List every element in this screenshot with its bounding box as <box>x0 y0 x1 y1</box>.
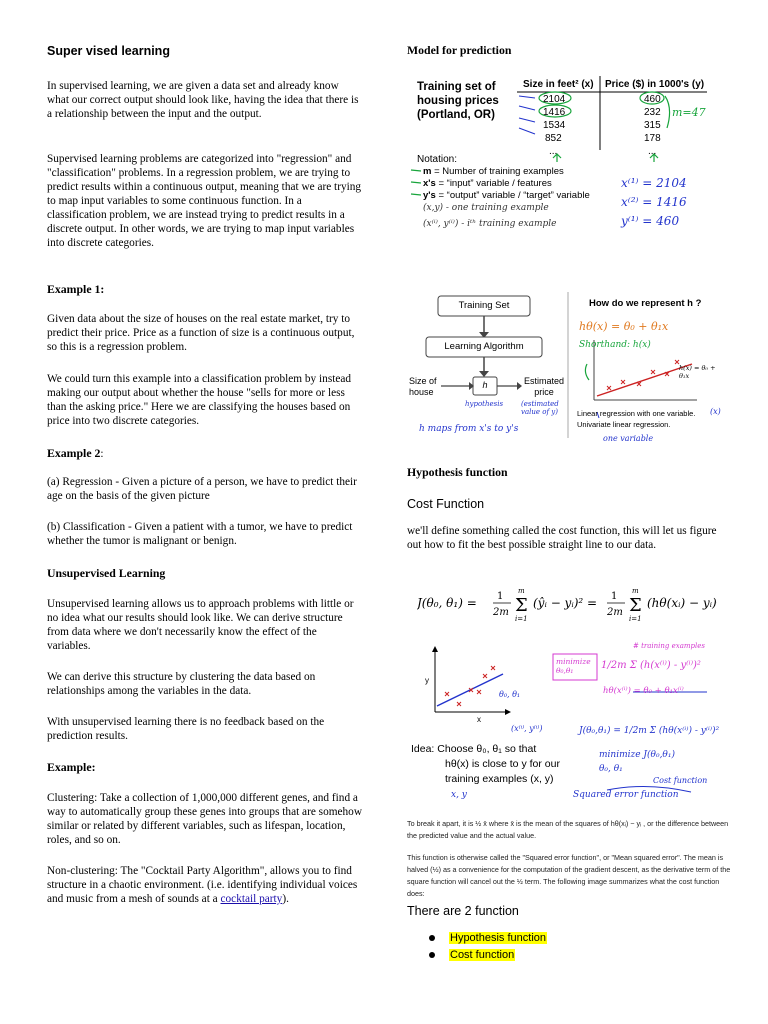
bullet-cost-label: Cost function <box>450 949 515 961</box>
fig1-price-1: 232 <box>644 107 661 118</box>
fig1-size-1: 1416 <box>543 107 566 118</box>
fig1-price-values <box>644 93 661 158</box>
paragraph-clustering: Clustering: Take a collection of 1,000,000 different genes, and find a way to automatically group these genes into groups that are somehow similar or related by different variables, such as lifespan, location, roles, and so on. <box>47 792 362 846</box>
paragraph-regression-classification: Supervised learning problems are categorized into "regression" and "classification" problems. In a regression problem, we are trying to predict results within a continuous output, meaning that we are trying to map input variables to some continuous function. In a classification problem, we are instead trying to predict results in a discrete output. In other words, we are trying to map input variables into discrete categories. <box>47 153 362 249</box>
fig1-notation-m <box>423 166 590 178</box>
fig1-n3-bold: y's <box>423 190 436 201</box>
fig1-caption-line-2: housing prices <box>417 95 499 107</box>
fig3-hw-minimize-j: minimize J(θ₀,θ₁) <box>599 750 675 760</box>
bullet-hypothesis-label: Hypothesis function <box>450 932 546 944</box>
fig1-price-4: ... <box>648 146 657 157</box>
bullet-cost-function <box>429 949 515 961</box>
svg-text:1: 1 <box>497 591 504 602</box>
fig3-hw-theta2: θ₀, θ₁ <box>599 764 623 774</box>
fig3-hw-xy-small: x, y <box>451 790 467 800</box>
fig1-size-2: 1534 <box>543 120 566 131</box>
svg-text:2m: 2m <box>493 607 509 618</box>
svg-text:(hθ(xᵢ) − yᵢ)²: (hθ(xᵢ) − yᵢ)² <box>647 596 717 610</box>
fig1-n1-rest: = Number of training examples <box>431 166 564 177</box>
fig2-h-box: h <box>482 380 488 390</box>
fig3-idea-line-2: hθ(x) is close to y for our <box>445 758 560 770</box>
fig1-notation: Notation: <box>417 154 458 165</box>
fig3-hw-theta: θ₀, θ₁ <box>499 690 521 699</box>
figure-training-set <box>407 70 727 248</box>
paragraph-cost-function: we'll define something called the cost function, this will let us figure out how to fit the best possible straight line to our data. <box>407 525 717 551</box>
fig3-hw-minimize: minimize θ₀,θ₁ <box>556 657 591 675</box>
fig3-hw-training-examples: # training examples <box>633 642 705 650</box>
fig1-caption-line-1: Training set of <box>417 81 496 93</box>
fig2-hw-estimated: (estimated value of y) <box>521 400 559 416</box>
fig1-col-size: Size in feet² (x) <box>523 79 594 90</box>
fig2-hw-x: (x) <box>710 407 721 416</box>
fig2-linreg-caption <box>577 408 695 430</box>
figure-cost-function <box>407 640 737 812</box>
fig3-idea-line-1: Idea: Choose θ₀, θ₁ so that <box>411 743 537 755</box>
fig1-price-0: 460 <box>644 94 661 105</box>
heading-model-for-prediction: Model for prediction <box>407 43 512 57</box>
fig2-estimated-line-2: price <box>534 387 554 397</box>
function-bullet-list <box>429 932 629 972</box>
fig3-x: x <box>477 715 481 724</box>
fig2-training-set: Training Set <box>458 300 510 311</box>
paragraph-example-2a: (a) Regression - Given a picture of a person, we have to predict their age on the basis of the given picture <box>47 476 357 502</box>
svg-text:1: 1 <box>611 591 618 602</box>
heading-example-1: Example 1: <box>47 282 105 296</box>
note-break-apart: To break it apart, it is ½ x̄ where x̄ is the mean of the squares of hθ(xᵢ) − yᵢ , or the difference between the predicted value and the actual value. <box>407 819 729 840</box>
cocktail-party-link[interactable]: cocktail party <box>220 893 283 905</box>
non-clustering-text: Non-clustering: The "Cocktail Party Algorithm", allows you to find structure in a chaotic environment. (i.e. identifying individual voices and music from a mesh of sounds at a <box>47 865 358 905</box>
fig2-linreg-line-1: Linear regression with one variable. <box>577 409 696 418</box>
heading-example-2-colon: : <box>100 448 104 460</box>
fig3-hw-j: J(θ₀,θ₁) = 1/2m Σ (hθ(x⁽ⁱ⁾) - y⁽ⁱ⁾)² <box>579 726 720 736</box>
paragraph-unsupervised-1: Unsupervised learning allows us to approach problems with little or no idea what our results should look like. We can derive structure from data where we don't necessarily know the effect of the variables. <box>47 598 354 652</box>
svg-text:i=1: i=1 <box>629 615 642 623</box>
paragraph-example-1b: We could turn this example into a classification problem by instead making our output about whether the house "sells for more or less than the asking price." Here we are classifying the houses based on price into two discrete categories. <box>47 373 352 427</box>
svg-text:Σ: Σ <box>629 595 642 616</box>
paragraph-non-clustering <box>47 864 362 906</box>
fig1-size-values <box>543 93 565 158</box>
fig2-learning-algorithm: Learning Algorithm <box>444 341 524 352</box>
heading-hypothesis-function: Hypothesis function <box>407 465 508 479</box>
fig3-y: y <box>425 676 429 685</box>
fig3-hw-sum: 1/2m Σ (h(x⁽ⁱ⁾) - y⁽ⁱ⁾)² <box>601 660 701 671</box>
figure-learning-algorithm <box>407 288 727 448</box>
fig2-hw-one-variable: one variable <box>603 434 654 443</box>
fig2-hx-small: h(x) = θ₀ + θ₁x <box>679 364 716 380</box>
fig1-notation-y <box>423 190 590 202</box>
fig1-size-3: 852 <box>545 133 562 144</box>
fig3-idea <box>411 742 560 787</box>
fig1-hw-ith-example: (x⁽ⁱ⁾, y⁽ⁱ⁾) - iᵗʰ training example <box>423 219 557 229</box>
fig1-hw-x1: x⁽¹⁾ = 2104 <box>621 176 687 190</box>
paragraph-supervised-intro: In supervised learning, we are given a data set and already know what our correct output should look like, having the idea that there is a relationship between the input and the output. <box>47 80 359 120</box>
fig2-size-label <box>409 376 437 398</box>
fig1-price-2: 315 <box>644 120 661 131</box>
fig2-estimated-line-1: Estimated <box>524 376 565 386</box>
fig1-hw-y1: y⁽¹⁾ = 460 <box>621 214 680 228</box>
fig1-size-4: ... <box>549 146 558 157</box>
fig1-m-note: m=47 <box>672 106 706 119</box>
bullet-dot <box>429 952 435 958</box>
fig2-size-line-2: house <box>409 387 434 397</box>
fig3-hw-squared: Squared error function <box>573 790 679 800</box>
fig3-idea-line-3: training examples (x, y) <box>445 773 554 785</box>
paragraph-unsupervised-2: We can derive this structure by clustering the data based on relationships among the variables in the data. <box>47 671 316 697</box>
heading-example-2-text: Example 2 <box>47 446 101 460</box>
fig1-caption-line-3: (Portland, OR) <box>417 109 495 121</box>
bullet-hypothesis-function <box>429 932 547 944</box>
note-squared-error: This function is otherwise called the "Squared error function", or "Mean squared error". The mean is halved (½) as a convenience for the computation of the gradient descent, as the derivative term of the square function will cancel out the ½ term. The following image summarizes what the cost function does: <box>407 853 731 898</box>
fig2-hw-shorthand: Shorthand: h(x) <box>579 340 651 350</box>
fig1-price-3: 178 <box>644 133 661 144</box>
paragraph-unsupervised-3: With unsupervised learning there is no feedback based on the prediction results. <box>47 716 325 742</box>
fig2-hw-maps: h maps from x's to y's <box>419 424 519 434</box>
paragraph-example-1a: Given data about the size of houses on the real estate market, try to predict their price. Price as a function of size is a continuous output, so this is a regression problem. <box>47 313 355 353</box>
svg-text:J(θ₀, θ₁) =: J(θ₀, θ₁) = <box>417 596 477 610</box>
svg-text:Σ: Σ <box>515 595 528 616</box>
fig1-n2-rest: = “input” variable / features <box>435 178 552 189</box>
fig2-hw-formula: hθ(x) = θ₀ + θ₁x <box>579 320 669 333</box>
fig2-estimated-label <box>524 376 564 398</box>
svg-text:m: m <box>518 587 525 595</box>
heading-example-3: Example: <box>47 760 96 774</box>
svg-text:(ŷᵢ − yᵢ)² =: (ŷᵢ − yᵢ)² = <box>533 596 598 610</box>
fig2-size-line-1: Size of <box>409 376 437 386</box>
heading-unsupervised: Unsupervised Learning <box>47 566 166 580</box>
fig3-hw-cost: Cost function <box>653 776 708 785</box>
svg-text:i=1: i=1 <box>515 615 528 623</box>
fig3-hw-xy: (x⁽ⁱ⁾, y⁽ⁱ⁾) <box>511 724 543 733</box>
fig1-hw-values <box>621 174 687 231</box>
heading-example-2 <box>47 444 104 462</box>
two-functions-heading: There are 2 function <box>407 904 519 918</box>
section-title-supervised: Super vised learning <box>47 44 170 58</box>
fig1-n3-rest: = “output” variable / “target” variable <box>435 190 590 201</box>
svg-text:2m: 2m <box>607 607 623 618</box>
non-clustering-end: ). <box>282 893 289 905</box>
fig1-hw-x2: x⁽²⁾ = 1416 <box>621 195 687 209</box>
fig2-question: How do we represent h ? <box>589 298 702 309</box>
fig1-n1-bold: m <box>423 166 432 177</box>
svg-text:m: m <box>632 587 639 595</box>
heading-cost-function: Cost Function <box>407 497 485 511</box>
paragraph-example-2b: (b) Classification - Given a patient with a tumor, we have to predict whether the tumor is malignant or benign. <box>47 521 353 547</box>
cost-formula <box>417 583 717 623</box>
fig1-n2-bold: x's <box>423 178 436 189</box>
fig1-size-0: 2104 <box>543 94 566 105</box>
fig3-hw-h: hθ(x⁽ⁱ⁾) = θ₀ + θ₁x⁽ⁱ⁾ <box>603 686 684 696</box>
fig1-hw-one-example: (x,y) - one training example <box>423 203 549 213</box>
fig1-notation-x <box>423 178 590 190</box>
fig2-linreg-line-2: Univariate linear regression. <box>577 420 671 429</box>
cost-formula-svg <box>417 583 717 623</box>
bullet-dot <box>429 935 435 941</box>
fig2-hw-hypothesis: hypothesis <box>465 400 504 408</box>
fig1-col-price: Price ($) in 1000's (y) <box>605 79 705 90</box>
fig1-notation-list <box>423 166 590 202</box>
